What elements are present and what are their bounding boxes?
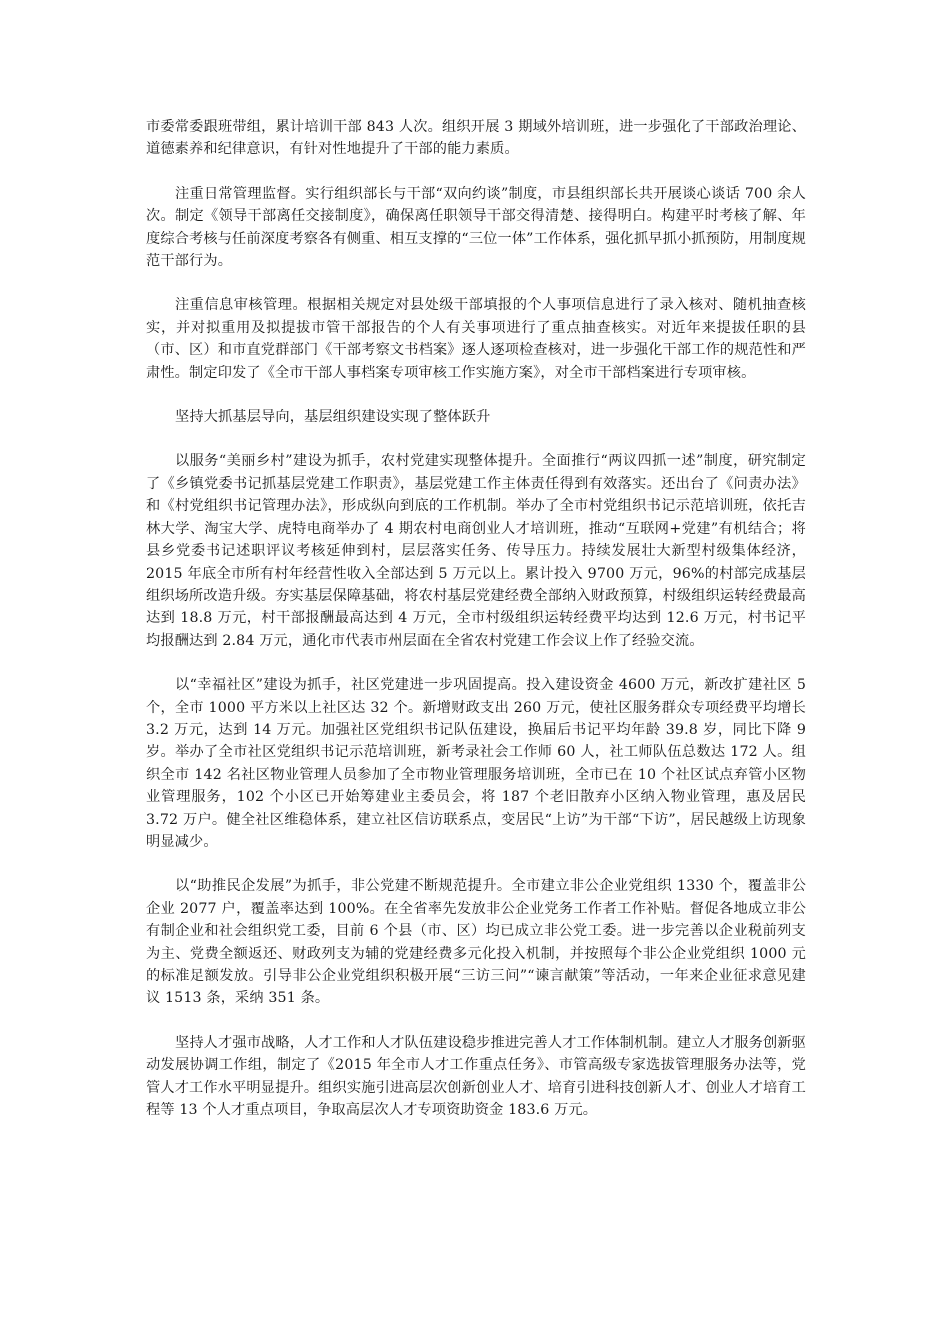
paragraph-training-summary: 市委常委跟班带组，累计培训干部 843 人次。组织开展 3 期域外培训班，进一步强化了干部政治理论、道德素养和纪律意识，有针对性地提升了干部的能力素质。 (146, 119, 806, 158)
section-heading-grassroots: 坚持大抓基层导向，基层组织建设实现了整体跃升 (175, 409, 491, 426)
paragraph-rural-party-building: 以服务“美丽乡村”建设为抓手，农村党建实现整体提升。全面推行“两议四抓一述”制度，研究制定了《乡镇党委书记抓基层党建工作职责》，基层党建工作主体责任得到有效落实。还出台了《问责办法》和《村党组织书记管理办法》，形成纵向到底的工作机制。举办了全市村党组织书记示范培训班，依托吉林大学、淘宝大学、虎特电商举办了 4 期农村电商创业人才培训班，推动“互联网+党建”有机结合；将县乡党委书记述职评议考核延伸到村，层层落实任务、传导压力。持续发展壮大新型村级集体经济，2015 年底全市所有村年经营性收入全部达到 5 万元以上。累计投入 9700 万元，96%的村部完成基层组织场所改造升级。夯实基层保障基础，将农村基层党建经费全部纳入财政预算，村级组织运转经费最高达到 18.8 万元，村干部报酬最高达到 4 万元，全市村级组织运转经费平均达到 12.6 万元，村书记平均报酬达到 2.84 万元，通化市代表市州层面在全省农村党建工作会议上作了经验交流。 (146, 453, 806, 649)
paragraph-non-public-party-building: 以“助推民企发展”为抓手，非公党建不断规范提升。全市建立非公企业党组织 1330 个，覆盖非公企业 2077 户，覆盖率达到 100%。在全省率先发放非公企业党务工作者工作补贴。督促各地成立非公有制企业和社会组织党工委，目前 6 个县（市、区）均已成立非公党工委。进一步完善以企业税前列支为主、党费全额返还、财政列支为辅的党建经费多元化投入机制，并按照每个非公企业党组织 1000 元的标准足额发放。引导非公企业党组织积极开展“三访三问”“谏言献策”等活动，一年来企业征求意见建议 1513 条，采纳 351 条。 (146, 878, 806, 1007)
paragraph-talent-strategy: 坚持人才强市战略，人才工作和人才队伍建设稳步推进完善人才工作体制机制。建立人才服务创新驱动发展协调工作组，制定了《2015 年全市人才工作重点任务》、市管高级专家选拔管理服务办法等，党管人才工作水平明显提升。组织实施引进高层次创新创业人才、培育引进科技创新人才、创业人才培育工程等 13 个人才重点项目，争取高层次人才专项资助资金 183.6 万元。 (146, 1034, 806, 1119)
paragraph-community-party-building: 以“幸福社区”建设为抓手，社区党建进一步巩固提高。投入建设资金 4600 万元，新改扩建社区 5 个，全市 1000 平方米以上社区达 32 个。新增财政支出 260 万元，使社区服务群众专项经费平均增长 3.2 万元，达到 14 万元。加强社区党组织书记队伍建设，换届后书记平均年龄 39.8 岁，同比下降 9 岁。举办了全市社区党组织书记示范培训班，新考录社会工作师 60 人，社工师队伍总数达 172 人。组织全市 142 名社区物业管理人员参加了全市物业管理服务培训班，全市已在 10 个社区试点弃管小区物业管理服务，102 个小区已开始筹建业主委员会，将 187 个老旧散弃小区纳入物业管理，惠及居民 3.72 万户。健全社区维稳体系，建立社区信访联系点，变居民“上访”为干部“下访”，居民越级上访现象明显减少。 (146, 677, 806, 850)
paragraph-information-review: 注重信息审核管理。根据相关规定对县处级干部填报的个人事项信息进行了录入核对、随机抽查核实，并对拟重用及拟提拔市管干部报告的个人有关事项进行了重点抽查核实。对近年来提拔任职的县（市、区）和市直党群部门《干部考察文书档案》逐人逐项检查核对，进一步强化干部工作的规范性和严肃性。制定印发了《全市干部人事档案专项审核工作实施方案》，对全市干部档案进行专项审核。 (146, 297, 806, 381)
document-body (146, 116, 806, 1143)
paragraph-daily-supervision: 注重日常管理监督。实行组织部长与干部“双向约谈”制度，市县组织部长共开展谈心谈话 700 余人次。制定《领导干部离任交接制度》，确保离任职领导干部交得清楚、接得明白。构建平时考核了解、年度综合考核与任前深度考察各有侧重、相互支撑的“三位一体”工作体系，强化抓早抓小抓预防，用制度规范干部行为。 (146, 185, 806, 270)
